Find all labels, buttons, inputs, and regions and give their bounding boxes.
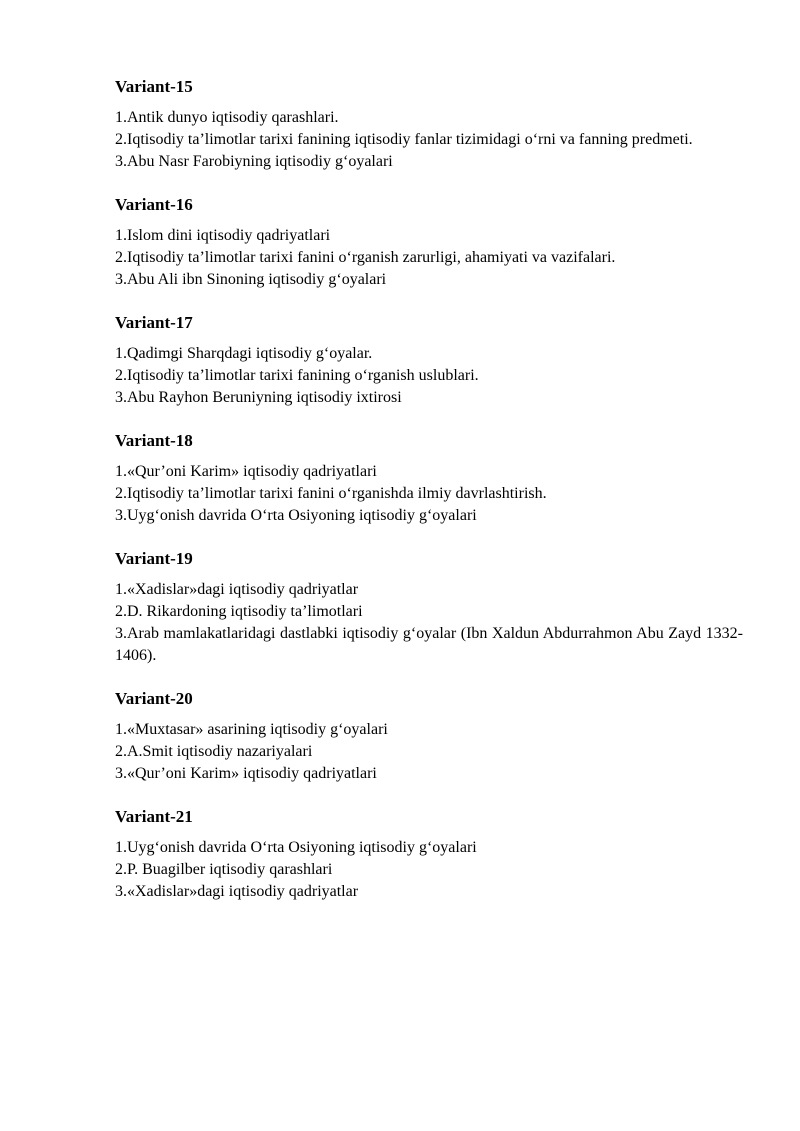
variant-block bbox=[115, 807, 743, 903]
variant-title: Variant-19 bbox=[115, 549, 193, 568]
question-item: 1.Antik dunyo iqtisodiy qarashlari. bbox=[115, 109, 339, 126]
question-list bbox=[115, 343, 743, 409]
question-list bbox=[115, 107, 743, 173]
variant-block bbox=[115, 549, 743, 667]
question-item: 1.Islom dini iqtisodiy qadriyatlari bbox=[115, 227, 331, 244]
question-item: 1.«Xadislar»dagi iqtisodiy qadriyatlar bbox=[115, 581, 359, 598]
question-item: 2.Iqtisodiy ta’limotlar tarixi fanini o‘rganishda ilmiy davrlashtirish. bbox=[115, 485, 547, 502]
question-item: 3.Abu Nasr Farobiyning iqtisodiy g‘oyalari bbox=[115, 153, 393, 170]
variant-title: Variant-20 bbox=[115, 689, 193, 708]
question-item: 1.«Qur’oni Karim» iqtisodiy qadriyatlari bbox=[115, 463, 377, 480]
question-item: 3.Abu Rayhon Beruniyning iqtisodiy ixtirosi bbox=[115, 389, 402, 406]
question-item: 2.D. Rikardoning iqtisodiy ta’limotlari bbox=[115, 603, 363, 620]
question-item: 3.«Qur’oni Karim» iqtisodiy qadriyatlari bbox=[115, 765, 377, 782]
question-item: 2.Iqtisodiy ta’limotlar tarixi fanini o‘rganish zarurligi, ahamiyati va vazifalari. bbox=[115, 249, 616, 266]
question-item: 1.«Muxtasar» asarining iqtisodiy g‘oyalari bbox=[115, 721, 388, 738]
variant-block bbox=[115, 689, 743, 785]
question-item: 2.A.Smit iqtisodiy nazariyalari bbox=[115, 743, 313, 760]
question-item: 3.Abu Ali ibn Sinoning iqtisodiy g‘oyalari bbox=[115, 271, 387, 288]
question-list bbox=[115, 719, 743, 785]
question-list bbox=[115, 461, 743, 527]
question-item: 1.Qadimgi Sharqdagi iqtisodiy g‘oyalar. bbox=[115, 345, 373, 362]
question-item: 3.Arab mamlakatlaridagi dastlabki iqtisodiy g‘oyalar (Ibn Xaldun Abdurrahmon Abu Zayd 1332-1406). bbox=[115, 625, 743, 664]
question-list bbox=[115, 579, 743, 667]
question-item: 3.Uyg‘onish davrida O‘rta Osiyoning iqtisodiy g‘oyalari bbox=[115, 507, 477, 524]
document-page bbox=[115, 77, 743, 925]
variant-block bbox=[115, 77, 743, 173]
variant-title: Variant-18 bbox=[115, 431, 193, 450]
variant-title: Variant-15 bbox=[115, 77, 193, 96]
variant-block bbox=[115, 431, 743, 527]
question-list bbox=[115, 225, 743, 291]
question-item: 1.Uyg‘onish davrida O‘rta Osiyoning iqtisodiy g‘oyalari bbox=[115, 839, 477, 856]
variant-title: Variant-17 bbox=[115, 313, 193, 332]
variant-block bbox=[115, 195, 743, 291]
question-list bbox=[115, 837, 743, 903]
question-item: 2.P. Buagilber iqtisodiy qarashlari bbox=[115, 861, 333, 878]
variant-title: Variant-21 bbox=[115, 807, 193, 826]
question-item: 2.Iqtisodiy ta’limotlar tarixi fanining iqtisodiy fanlar tizimidagi o‘rni va fanning predmeti. bbox=[115, 131, 693, 148]
variant-title: Variant-16 bbox=[115, 195, 193, 214]
question-item: 2.Iqtisodiy ta’limotlar tarixi fanining o‘rganish uslublari. bbox=[115, 367, 479, 384]
variant-block bbox=[115, 313, 743, 409]
question-item: 3.«Xadislar»dagi iqtisodiy qadriyatlar bbox=[115, 883, 359, 900]
